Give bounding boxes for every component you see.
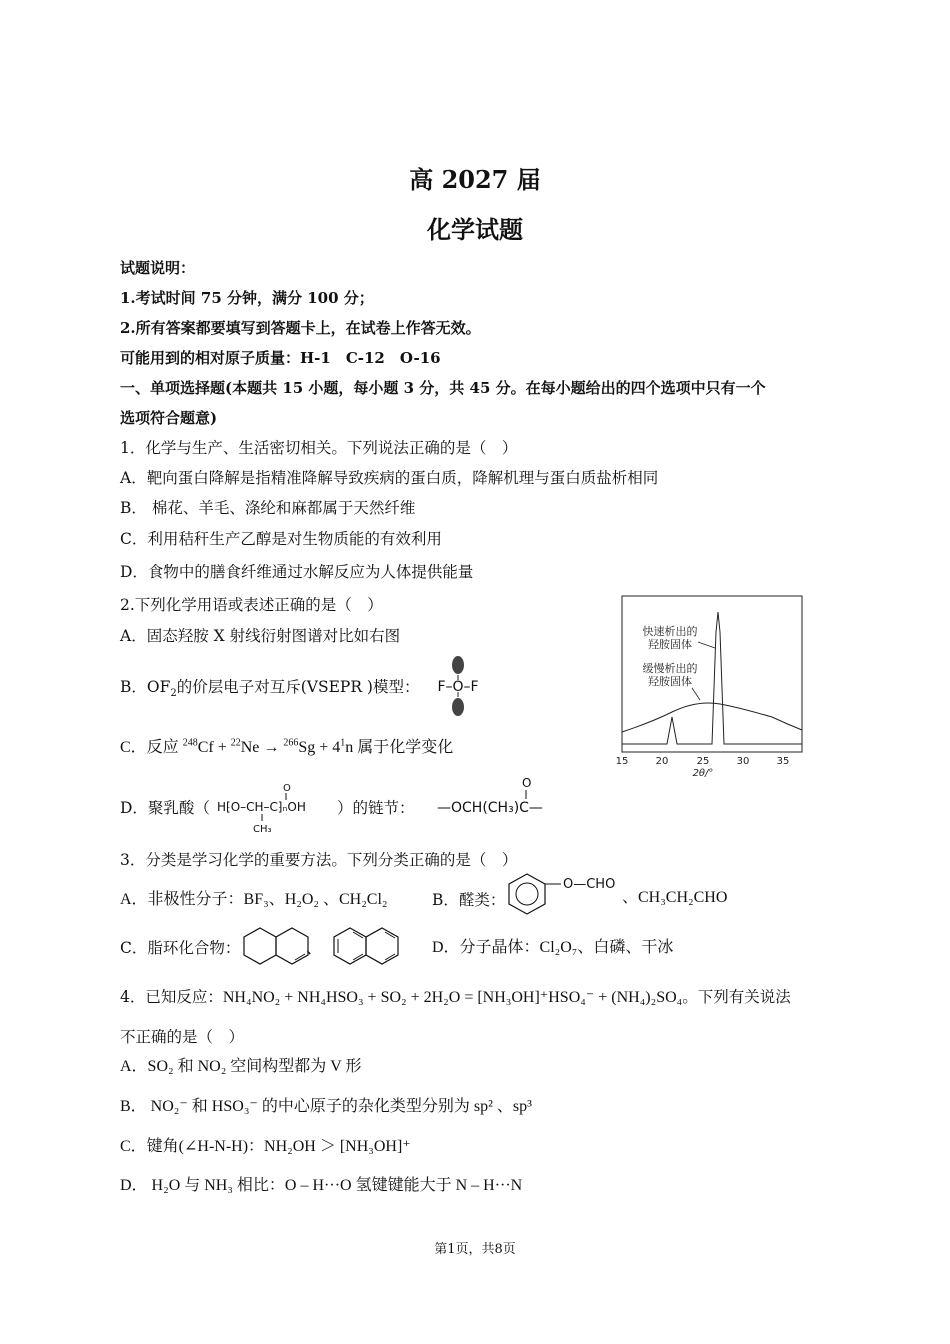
q1-stem: 1．化学与生产、生活密切相关。下列说法正确的是（ ） [120, 439, 518, 457]
pla-methyl: CH₃ [253, 824, 272, 835]
pla-repeat-unit [435, 774, 565, 824]
q2-option-d-mid: ）的链节： [337, 799, 415, 817]
n-mass: 1 [340, 737, 346, 749]
eq-n: n [345, 739, 354, 756]
of2-skeleton: F–O–F [437, 679, 479, 695]
pla-carbonyl-o: O [283, 783, 291, 794]
q2-option-c [120, 738, 453, 758]
q2-option-d-prefix: D．聚乳酸（ [120, 799, 210, 817]
q3-option-b-prefix: B．醛类： [432, 891, 506, 909]
unit-carbonyl-o: O [522, 776, 532, 790]
label-fast-leader [698, 642, 715, 648]
label-fast-line1: 快速析出的 [642, 625, 698, 638]
x-tick-15: 15 [615, 756, 629, 767]
cf-mass: 248 [182, 737, 198, 749]
q4-stem [120, 987, 791, 1008]
section1-heading-cont: 选项符合题意) [120, 409, 218, 427]
q3-option-a: A．非极性分子：BF₃、H₂O₂ 、CH₂Cl₂ [120, 891, 388, 908]
q4-stem-line2: 不正确的是（ ） [120, 1028, 245, 1046]
instruction-item-2: 2.所有答案都要填写到答题卡上，在试卷上作答无效。 [120, 319, 481, 337]
q3-option-c-sep: 、 [306, 939, 322, 957]
q4-option-c: C．键角(∠H-N-H)：NH₂OH ＞ [NH₃OH]⁺ [120, 1138, 411, 1155]
atomic-mass-line: 可能用到的相对原子质量：H-1 C-12 O-16 [120, 349, 441, 367]
tetralin-ring-right [276, 928, 308, 964]
q3-option-b-suffix: 、CH₃CH₂CHO [622, 889, 728, 906]
x-axis-label: 2θ/° [692, 768, 714, 779]
alicyclic-structures [240, 924, 420, 968]
benzene-ring [509, 874, 545, 914]
q2-c-prefix: C．反应 [120, 739, 179, 756]
x-tick-35: 35 [776, 756, 790, 767]
q2-b-sub: 2 [170, 688, 177, 700]
phenyl-formate-structure [505, 868, 625, 920]
exam-grade-title: 高 2027 届 [409, 165, 541, 194]
instructions-heading: 试题说明： [120, 259, 196, 277]
section1-heading: 一、单项选择题(本题共 15 小题，每小题 3 分，共 45 分。在每小题给出的四个选项中只有一个 [120, 379, 766, 397]
q4-stem-suffix: 。下列有关说法 [682, 988, 791, 1006]
q1-option-b: B． 棉花、羊毛、涤纶和麻都属于天然纤维 [120, 499, 416, 517]
lone-pair-lobe-bottom [452, 698, 464, 716]
pla-formula: H⁅O–CH–C⁆ₙOH [217, 800, 306, 814]
x-tick-20: 20 [655, 756, 669, 767]
label-slow-line2: 羟胺固体 [648, 675, 692, 688]
xrd-pattern-figure [612, 592, 812, 782]
q3-stem: 3．分类是学习化学的重要方法。下列分类正确的是（ ） [120, 851, 518, 869]
naphthalene-ring-right [366, 928, 398, 964]
q3-option-c-prefix: C．脂环化合物： [120, 939, 241, 957]
q4-option-b: B． NO₂⁻ 和 HSO₃⁻ 的中心原子的杂化类型分别为 sp² 、sp³ [120, 1098, 532, 1115]
label-fast-line2: 羟胺固体 [648, 638, 692, 651]
q4-equation: NH₄NO₂ + NH₄HSO₃ + SO₂ + 2H₂O = [NH₃OH]⁺HSO₄⁻ + (NH₄)₂SO₄ [222, 989, 683, 1006]
q3-option-d: D．分子晶体：Cl₂O₇、白磷、干冰 [432, 939, 674, 956]
label-slow-line1: 缓慢析出的 [642, 662, 698, 675]
aromatic-circle [516, 883, 538, 905]
q2-c-suffix: 属于化学变化 [357, 739, 454, 756]
sg-mass: 266 [283, 737, 299, 749]
q2-option-a: A．固态羟胺 X 射线衍射图谱对比如右图 [120, 627, 401, 645]
eq-cf: Cf + [197, 739, 227, 756]
instruction-item-1: 1.考试时间 75 分钟，满分 100 分； [120, 289, 374, 307]
unit-formula: —OCH(CH₃)C— [437, 800, 543, 816]
q2-option-b [120, 677, 420, 700]
q1-option-a: A．靶向蛋白降解是指精准降解导致疾病的蛋白质，降解机理与蛋白质盐析相同 [120, 469, 659, 487]
label-slow-leader [692, 688, 700, 700]
ne-mass: 22 [230, 737, 241, 749]
page-number: 第1页，共8页 [434, 1242, 516, 1257]
x-tick-30: 30 [736, 756, 750, 767]
q2-stem: 2.下列化学用语或表述正确的是（ ） [120, 596, 383, 614]
q4-stem-prefix: 4．已知反应： [120, 988, 223, 1006]
q2-b-suffix: 的价层电子对互斥(VSEPR )模型： [176, 678, 420, 696]
q4-option-a: A．SO₂ 和 NO₂ 空间构型都为 V 形 [120, 1058, 362, 1075]
q2-b-prefix: B．OF [120, 678, 171, 696]
formate-group: O—CHO [563, 877, 616, 892]
eq-ne: Ne → [240, 739, 280, 756]
q1-option-d: D．食物中的膳食纤维通过水解反应为人体提供能量 [120, 563, 474, 581]
vsepr-model-of2 [425, 655, 495, 717]
slow-solid-curve [622, 703, 802, 732]
exam-subject-title: 化学试题 [427, 215, 523, 244]
q4-option-d: D． H₂O 与 NH₃ 相比：O – H···O 氢键键能大于 N – H···N [120, 1177, 523, 1194]
x-tick-25: 25 [696, 756, 710, 767]
eq-sg: Sg + 4 [298, 739, 341, 756]
polylactic-acid-structure [215, 780, 335, 836]
tetralin-ring-left [244, 928, 276, 964]
q1-option-c: C．利用秸秆生产乙醇是对生物质能的有效利用 [120, 530, 442, 548]
naphthalene-ring-left [334, 928, 366, 964]
lone-pair-lobe-top [452, 656, 464, 674]
